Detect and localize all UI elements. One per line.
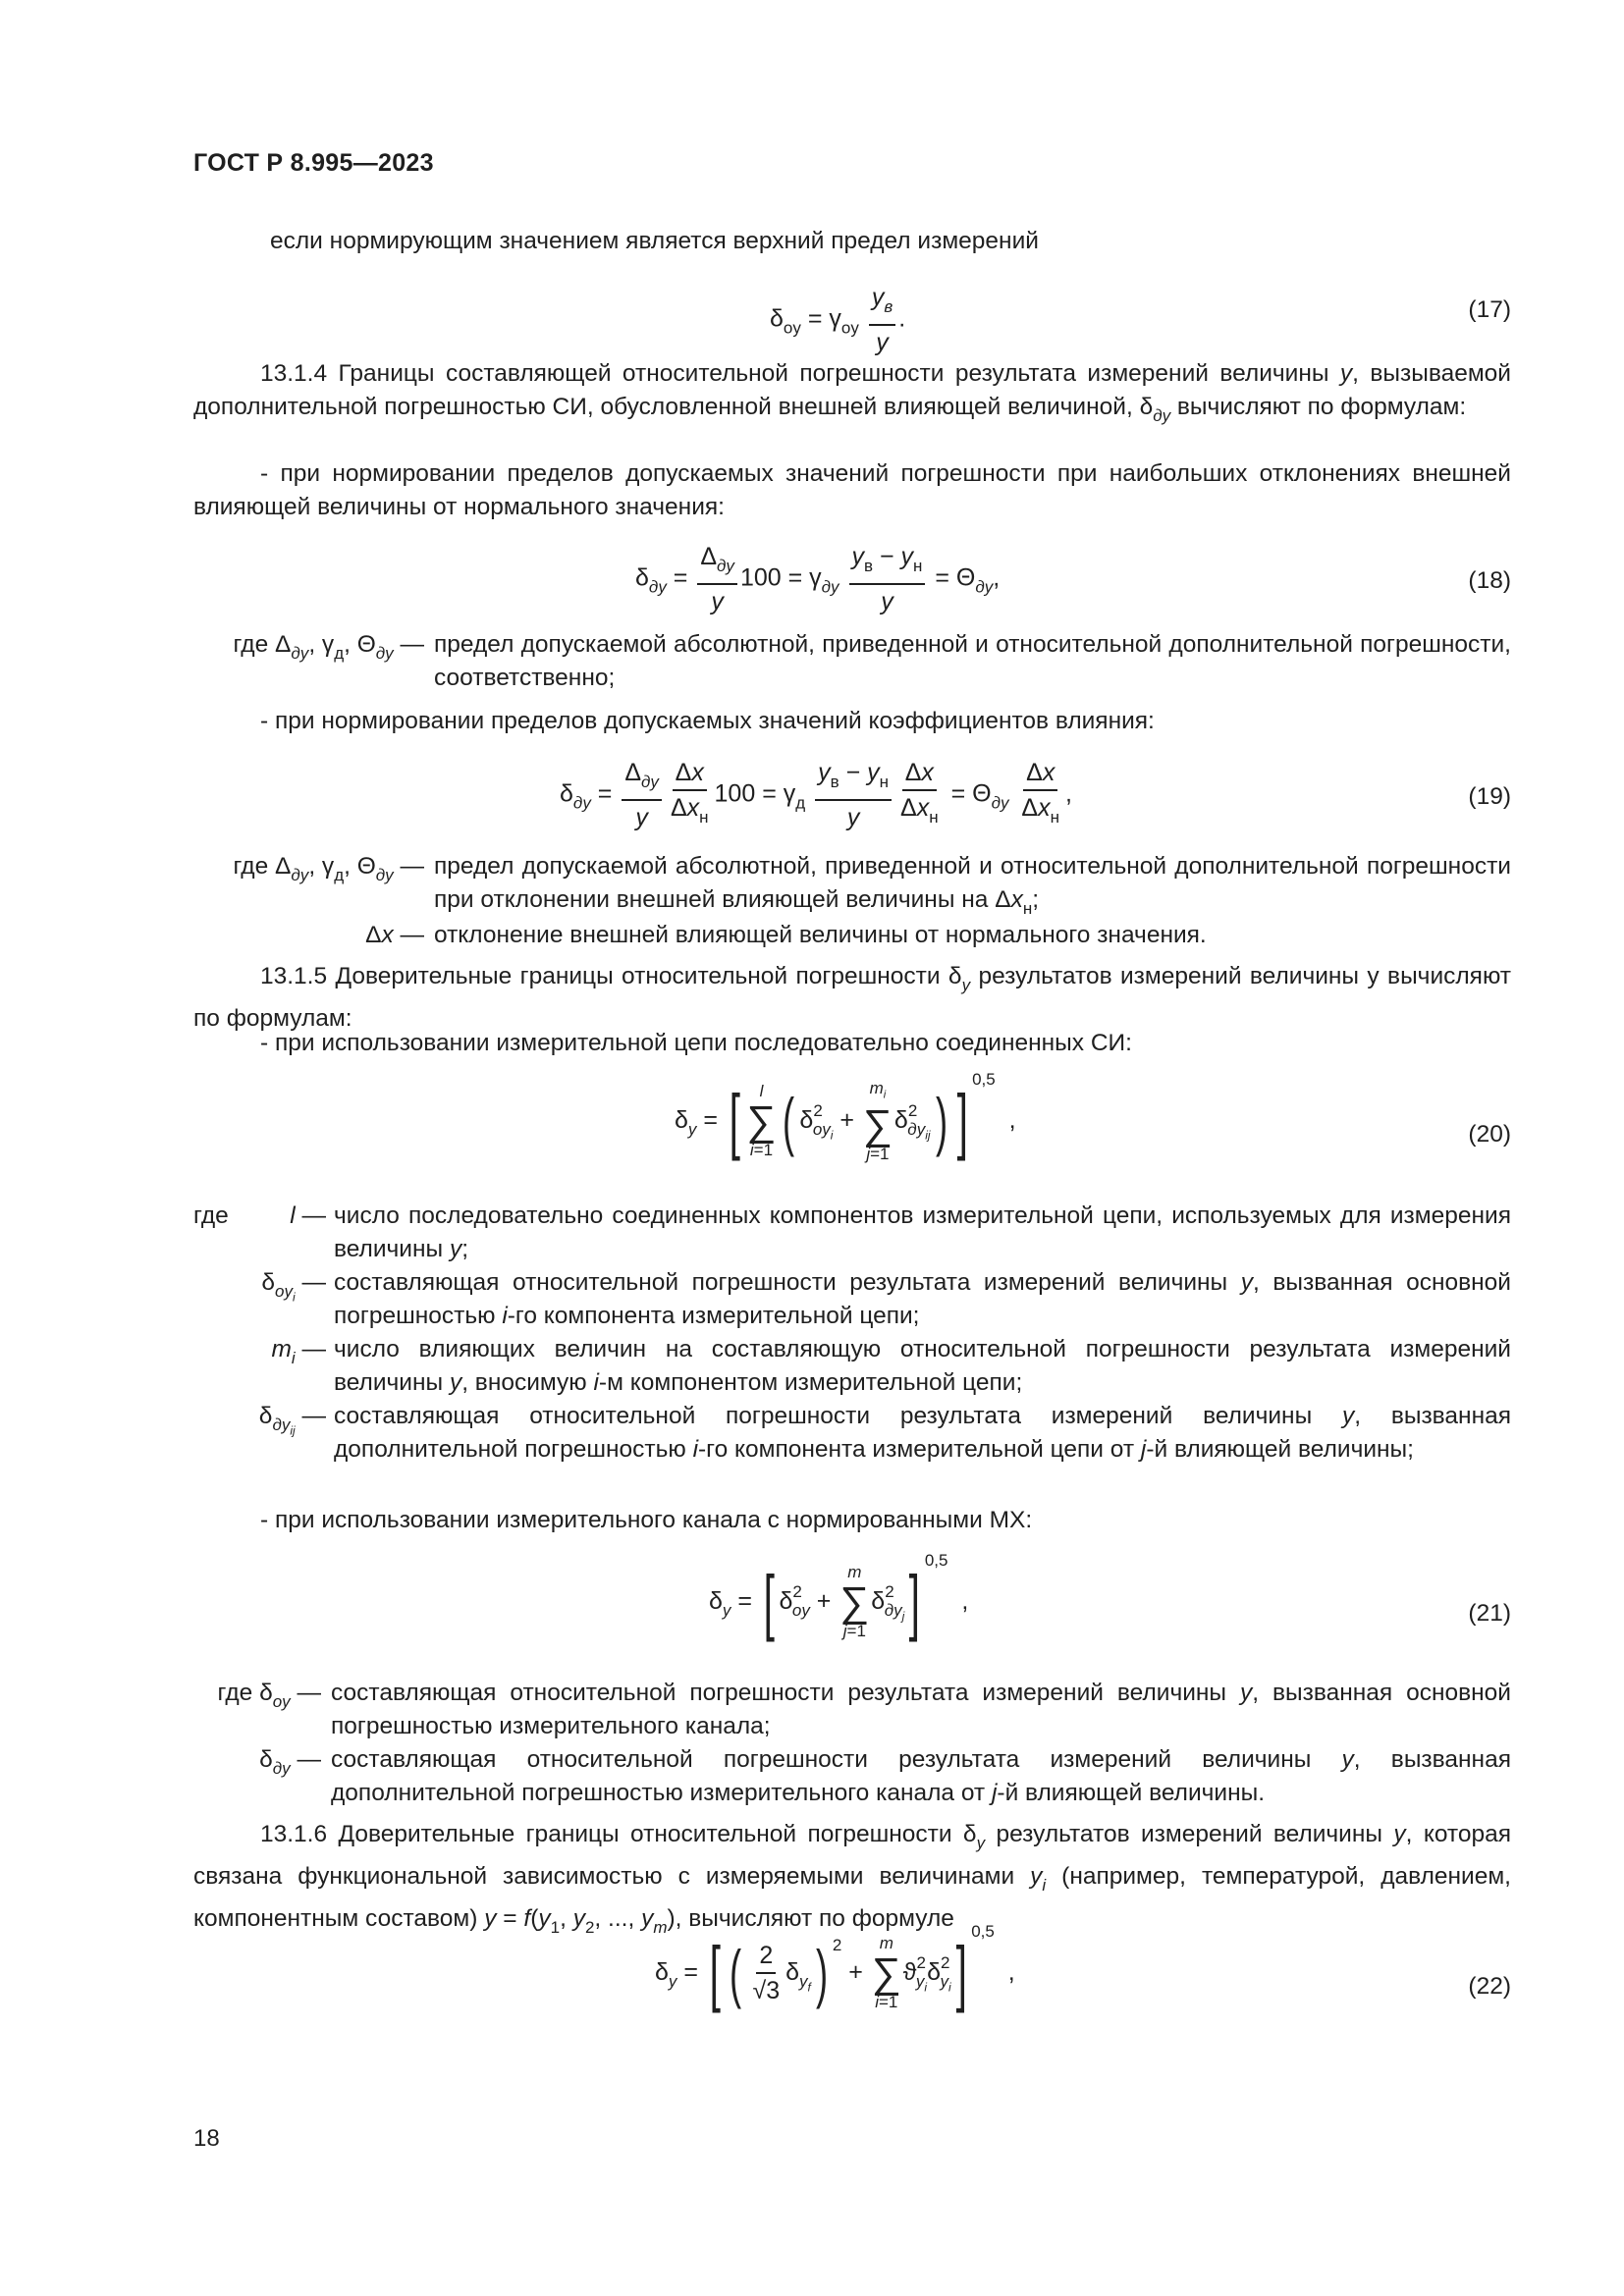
equation-19: $\delta_{дy}$ = $\frac{\Delta_{дy}}{y}$ $\frac{\Delta x}{\Delta x_н}$ $100 = \gamma_д$ $\frac{y_в - y_н}{y}$ $\frac{\Delta x}{\Delta x_н}$ = $\Theta_{дy}$ $\frac{\Delta x}{\Delta x_н}$ ,	[560, 759, 1072, 831]
definition-19b-text: отклонение внешней влияющей величины от нормального значения.	[434, 922, 1207, 948]
paragraph-13-1-5: 13.1.5 Доверительные границы относительной погрешности $\delta_y$ результатов измерений величины y вычисляют по формулам:	[193, 963, 1511, 1032]
equation-18-line	[193, 538, 1511, 626]
definition-20b-label: $\delta_{oy_i}$ —	[261, 1269, 326, 1305]
definition-19b	[193, 919, 1511, 952]
definition-21b-text: составляющая относительной погрешности результата измерений величины y, вызванная дополнительной погрешностью измерительного канала от j-й влияющей величины.	[331, 1746, 1511, 1806]
definition-20c	[193, 1333, 1511, 1400]
definition-20c-text: число влияющих величин на составляющую относительной погрешности результата измерений величины y, вносимую i-м компонентом измерительной цепи;	[334, 1336, 1511, 1396]
equation-21-line	[193, 1551, 1511, 1669]
definition-21b-label: $\delta_{дy}$ —	[259, 1746, 321, 1778]
equation-number-17: (17)	[1468, 296, 1511, 323]
definition-20c-label: $m_i$ —	[271, 1336, 326, 1367]
definition-19-label: где $\Delta_{дy}$, $\gamma_д$, $\Theta_{дy}$ —	[233, 853, 424, 884]
paragraph-13-1-6: 13.1.6 Доверительные границы относительной погрешности $\delta_y$ результатов измерений величины y, которая связана функциональной зависимостью с измеряемыми величинами $y_i$ (например, температурой, давлением, компонентным составом) $y = f(y_1$, $y_2$, ..., $y_m$), вычисляют по формуле	[193, 1821, 1511, 1937]
definition-20a-where: где	[193, 1202, 229, 1229]
paragraph-influence-coefficients: - при нормировании пределов допускаемых значений коэффициентов влияния:	[260, 708, 1155, 734]
page-number: 18	[193, 2125, 220, 2152]
equation-17-line	[193, 277, 1511, 355]
definition-18	[193, 628, 1511, 697]
definition-20d	[193, 1400, 1511, 1500]
paragraph-measurement-chain: - при использовании измерительной цепи последовательно соединенных СИ:	[260, 1030, 1132, 1056]
paragraph-limits-deviation: - при нормировании пределов допускаемых значений погрешности при наибольших отклонениях внешней влияющей величины от нормального значения:	[193, 460, 1511, 520]
definition-20a	[193, 1200, 1511, 1266]
paragraph-normalizing-upper: если нормирующим значением является верхний предел измерений	[270, 228, 1039, 254]
equation-20-line	[193, 1070, 1511, 1198]
equation-19-line	[193, 748, 1511, 846]
definition-20b	[193, 1266, 1511, 1333]
definition-18-text: предел допускаемой абсолютной, приведенной и относительной дополнительной погрешности, соответственно;	[434, 631, 1511, 691]
definition-21a-text: составляющая относительной погрешности результата измерений величины y, вызванная основной погрешностью измерительного канала;	[331, 1680, 1511, 1739]
definition-21a	[193, 1677, 1511, 1743]
equation-22-line	[193, 1922, 1511, 2050]
document-header: ГОСТ Р 8.995—2023	[193, 149, 434, 177]
definition-20a-text: число последовательно соединенных компонентов измерительной цепи, используемых для измерения величины y;	[334, 1202, 1511, 1262]
equation-18: $\delta_{дy}$ = $\frac{\Delta_{дy}}{y}$ $100 = \gamma_{дy}$ $\frac{y_в - y_н}{y}$ = $\Theta_{дy}$,	[635, 543, 1001, 615]
definition-21a-label: где $\delta_{oy}$ —	[217, 1680, 321, 1711]
paragraph-13-1-4: 13.1.4 Границы составляющей относительной погрешности результата измерений величины y, вызываемой дополнительной погрешностью СИ, обусловленной внешней влияющей величиной, $\delta_{дy}$ вычисляют по формулам:	[193, 360, 1511, 425]
equation-number-21: (21)	[1468, 1600, 1511, 1627]
definition-20b-text: составляющая относительной погрешности результата измерений величины y, вызванная основной погрешностью i-го компонента измерительной цепи;	[334, 1269, 1511, 1329]
equation-17: $\delta_{oy} = \gamma_{oy}$ $\frac{y_в}{y}$ .	[770, 284, 906, 356]
paragraph-measurement-channel: - при использовании измерительного канала с нормированными МХ:	[260, 1507, 1033, 1533]
equation-20: $\delta_y$ = [ l ∑ i=1 ( $\delta^2_{oy_i}$ + $m_i$ ∑ j=1 $\delta^2_{дy_{ij}}$) ]$^{0,5}$ ,	[675, 1070, 1016, 1163]
definition-20a-label: l —	[290, 1202, 326, 1229]
definition-19-text: предел допускаемой абсолютной, приведенной и относительной дополнительной погрешности при отклонении внешней влияющей величины на $\Delta x_н$;	[434, 853, 1511, 918]
definition-20d-text: составляющая относительной погрешности результата измерений величины y, вызванная дополнительной погрешностью i-го компонента измерительной цепи от j-й влияющей величины;	[334, 1403, 1511, 1463]
equation-number-22: (22)	[1468, 1973, 1511, 2000]
definition-19b-label: Δx —	[365, 922, 424, 948]
definition-19	[193, 850, 1511, 919]
definition-20d-label: $\delta_{дy_{ij}}$ —	[258, 1403, 326, 1438]
equation-number-20: (20)	[1468, 1121, 1511, 1148]
equation-number-18: (18)	[1468, 567, 1511, 594]
definition-21b	[193, 1743, 1511, 1810]
definition-18-label: где $\Delta_{дy}$, $\gamma_д$, $\Theta_{дy}$ —	[233, 631, 424, 663]
equation-21: $\delta_y$ = [ $\delta^2_{oy}$ + m ∑ j=1 $\delta^2_{дy_j}]^{0,5}$ ,	[709, 1551, 969, 1643]
equation-number-19: (19)	[1468, 783, 1511, 810]
equation-22: $\delta_y$ = [ ( $\frac{2}{√3}$ $\delta_{y_f}$) $^2$ + m ∑ i=1 $ϑ^2_{y_i}\delta^2_{y_i}]^{0,5}$ ,	[655, 1922, 1015, 2014]
